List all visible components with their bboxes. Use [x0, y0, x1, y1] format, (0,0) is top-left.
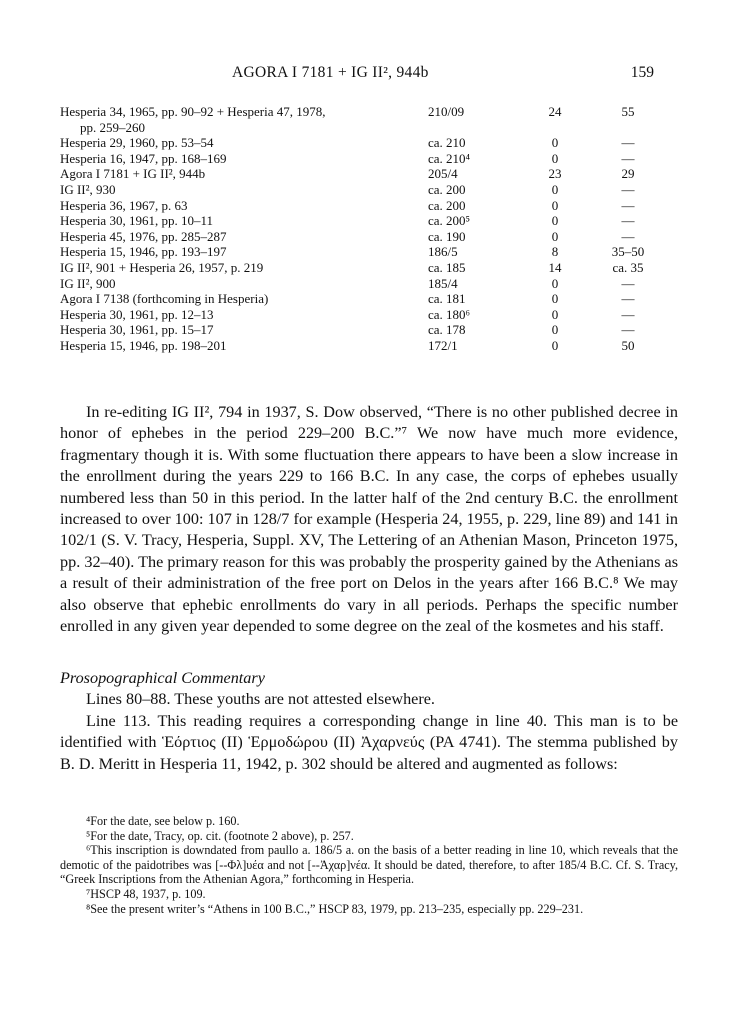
total-cell-text: ca. 35 [612, 259, 644, 275]
total-cell [586, 260, 670, 276]
count-cell [524, 182, 586, 198]
total-cell [586, 151, 670, 167]
table-row [60, 166, 670, 182]
date-cell [428, 307, 524, 323]
main-text [60, 402, 678, 637]
total-cell-text: — [621, 306, 635, 322]
footnotes [60, 814, 678, 916]
reference-cell-text: Agora I 7181 + IG II², 944b [60, 166, 206, 182]
count-cell-text: 0 [551, 291, 559, 307]
count-cell [524, 260, 586, 276]
reference-cell [60, 276, 428, 292]
date-cell [428, 151, 524, 167]
reference-continuation: pp. 259–260 [80, 119, 145, 135]
reference-cell-text: Hesperia 29, 1960, pp. 53–54 [60, 135, 214, 151]
total-cell-text: — [621, 213, 635, 229]
date-cell [428, 322, 524, 338]
reference-cell [60, 244, 428, 260]
total-cell [586, 182, 670, 198]
date-cell [428, 338, 524, 354]
date-cell-text: ca. 185 [428, 259, 466, 275]
page-header [0, 64, 738, 84]
table-row [60, 338, 670, 354]
count-cell-text: 0 [551, 213, 559, 229]
count-cell [524, 244, 586, 260]
reference-cell-text: Hesperia 36, 1967, p. 63 [60, 197, 188, 213]
table-row [60, 276, 670, 292]
table-row [60, 244, 670, 260]
table-row [60, 213, 670, 229]
date-cell [428, 291, 524, 307]
date-cell-text: ca. 210⁴ [428, 150, 471, 166]
footnote: ⁷HSCP 48, 1937, p. 109. [86, 886, 206, 901]
date-cell-text: 172/1 [428, 337, 458, 353]
footnote: ⁶This inscription is downdated from paullo a. 186/5 a. on the basis of a better reading in line 10, which reveals that the demotic of the paidotribes was [--Φλ]υέα and not [--Ἀχαρ]νέα. It should be dated, therefore, to after 185/4 B.C. Cf. S. Tracy, “Greek Inscriptions from the Athenian Agora,” forthcoming in Hesperia. [60, 843, 678, 887]
count-cell [524, 198, 586, 214]
section-heading: Prosopographical Commentary [60, 669, 265, 687]
date-cell-text: ca. 200⁵ [428, 213, 471, 229]
reference-cell [60, 151, 428, 167]
date-cell-text: ca. 200 [428, 197, 466, 213]
count-cell [524, 151, 586, 167]
reference-cell [60, 307, 428, 323]
table-row [60, 182, 670, 198]
total-cell [586, 104, 670, 135]
date-cell-text: ca. 180⁶ [428, 306, 471, 322]
count-cell [524, 322, 586, 338]
total-cell [586, 307, 670, 323]
date-cell [428, 166, 524, 182]
date-cell [428, 104, 524, 135]
table-row [60, 135, 670, 151]
reference-cell-text: IG II², 900 [60, 275, 116, 291]
total-cell-text: — [621, 291, 635, 307]
reference-cell-text: Hesperia 30, 1961, pp. 10–11 [60, 213, 213, 229]
total-cell-text: — [621, 322, 635, 338]
table-row [60, 260, 670, 276]
reference-cell-text: IG II², 930 [60, 181, 116, 197]
running-title: AGORA I 7181 + IG II², 944b [232, 64, 429, 81]
date-cell-text: 205/4 [428, 166, 458, 182]
footnote: ⁵For the date, Tracy, op. cit. (footnote 2 above), p. 257. [86, 828, 354, 843]
total-cell-text: 55 [621, 104, 635, 119]
count-cell-text: 23 [548, 166, 562, 182]
reference-cell-text: Hesperia 15, 1946, pp. 198–201 [60, 337, 227, 353]
count-cell [524, 276, 586, 292]
total-cell-text: — [621, 135, 635, 151]
reference-cell-text: Hesperia 30, 1961, pp. 12–13 [60, 306, 214, 322]
reference-cell [60, 322, 428, 338]
table-row [60, 291, 670, 307]
count-cell-text: 0 [551, 197, 559, 213]
count-cell-text: 0 [551, 306, 559, 322]
count-cell-text: 0 [551, 275, 559, 291]
body-paragraph: In re-editing IG II², 794 in 1937, S. Dow observed, “There is no other published decree in honor of ephebes in the period 229–200 B.C.”⁷ We now have much more evidence, fragmentary though it is. With some fluctuation there appears to have been a slow increase in the enrollment during the years 229 to 166 B.C. In any case, the corps of ephebes usually numbered less than 50 in this period. In the latter half of the 2nd century B.C. the enrollment increased to over 100: 107 in 128/7 for example (Hesperia 24, 1955, p. 229, line 89) and 141 in 102/1 (S. V. Tracy, Hesperia, Suppl. XV, The Lettering of an Athenian Mason, Princeton 1975, pp. 32–40). The primary reason for this was probably the prosperity gained by the Athenians as a result of their administration of the free port on Delos in the years after 166 B.C.⁸ We may also observe that ephebic enrollments do vary in all periods. Perhaps the specific number enrolled in any given year depended to some degree on the zeal of the kosmetes and his staff. [60, 403, 678, 636]
total-cell [586, 166, 670, 182]
count-cell [524, 338, 586, 354]
footnote: ⁸See the present writer’s “Athens in 100 B.C.,” HSCP 83, 1979, pp. 213–235, especially pp. 229–231. [86, 901, 584, 916]
date-cell [428, 229, 524, 245]
count-cell-text: 0 [551, 228, 559, 244]
date-cell-text: 186/5 [428, 244, 458, 260]
table-row [60, 307, 670, 323]
total-cell-text: — [621, 228, 635, 244]
count-cell [524, 104, 586, 135]
total-cell [586, 276, 670, 292]
count-cell-text: 0 [551, 337, 559, 353]
reference-cell [60, 198, 428, 214]
total-cell [586, 229, 670, 245]
ephebe-enrollment-table [60, 104, 670, 354]
count-cell [524, 291, 586, 307]
count-cell [524, 166, 586, 182]
date-cell [428, 213, 524, 229]
total-cell [586, 244, 670, 260]
reference-cell-text: Hesperia 45, 1976, pp. 285–287 [60, 228, 227, 244]
prosopographical-commentary [60, 668, 678, 775]
total-cell-text: — [621, 275, 635, 291]
date-cell-text: ca. 210 [428, 135, 466, 151]
date-cell-text: ca. 190 [428, 228, 466, 244]
commentary-paragraph: Line 113. This reading requires a corresponding change in line 40. This man is to be identified with Ἑόρτιος (II) Ἑρμοδώρου (II) Ἀχαρνεύς (PA 4741). The stemma published by B. D. Meritt in Hesperia 11, 1942, p. 302 should be altered and augmented as follows: [60, 711, 678, 773]
reference-cell [60, 213, 428, 229]
date-cell-text: 185/4 [428, 275, 458, 291]
total-cell [586, 291, 670, 307]
count-cell-text: 0 [551, 135, 559, 151]
count-cell-text: 0 [551, 322, 559, 338]
count-cell-text: 8 [551, 244, 559, 260]
count-cell-text: 24 [548, 104, 562, 119]
total-cell-text: — [621, 197, 635, 213]
count-cell-text: 0 [551, 181, 559, 197]
date-cell [428, 135, 524, 151]
reference-cell-text: Hesperia 16, 1947, pp. 168–169 [60, 150, 227, 166]
total-cell [586, 135, 670, 151]
table-row [60, 322, 670, 338]
reference-cell [60, 338, 428, 354]
date-cell [428, 260, 524, 276]
reference-cell [60, 229, 428, 245]
footnote: ⁴For the date, see below p. 160. [86, 814, 240, 828]
commentary-paragraph: Lines 80–88. These youths are not attested elsewhere. [86, 690, 435, 709]
reference-cell-text: Hesperia 15, 1946, pp. 193–197 [60, 244, 227, 260]
date-cell-text: 210/09 [428, 104, 465, 119]
count-cell [524, 213, 586, 229]
total-cell-text: — [621, 150, 635, 166]
table-row [60, 229, 670, 245]
total-cell [586, 322, 670, 338]
date-cell [428, 276, 524, 292]
reference-cell-text: Agora I 7138 (forthcoming in Hesperia) [60, 291, 269, 307]
date-cell [428, 244, 524, 260]
table-row [60, 198, 670, 214]
total-cell-text: 50 [621, 337, 635, 353]
total-cell [586, 198, 670, 214]
total-cell [586, 213, 670, 229]
table-row [60, 104, 670, 135]
total-cell-text: 35–50 [611, 244, 645, 260]
total-cell-text: 29 [621, 166, 635, 182]
total-cell [586, 338, 670, 354]
reference-cell-text: Hesperia 34, 1965, pp. 90–92 + Hesperia 47, 1978, [60, 104, 326, 119]
reference-cell [60, 104, 428, 135]
total-cell-text: — [621, 181, 635, 197]
date-cell [428, 198, 524, 214]
date-cell-text: ca. 200 [428, 181, 466, 197]
count-cell [524, 307, 586, 323]
reference-cell [60, 182, 428, 198]
reference-cell [60, 291, 428, 307]
count-cell [524, 135, 586, 151]
date-cell-text: ca. 181 [428, 291, 466, 307]
table-row [60, 151, 670, 167]
count-cell-text: 0 [551, 150, 559, 166]
reference-cell [60, 135, 428, 151]
reference-cell [60, 260, 428, 276]
date-cell [428, 182, 524, 198]
count-cell-text: 14 [548, 259, 562, 275]
page-number: 159 [630, 64, 654, 81]
reference-cell-text: IG II², 901 + Hesperia 26, 1957, p. 219 [60, 259, 264, 275]
count-cell [524, 229, 586, 245]
reference-cell-text: Hesperia 30, 1961, pp. 15–17 [60, 322, 214, 338]
date-cell-text: ca. 178 [428, 322, 466, 338]
reference-cell [60, 166, 428, 182]
